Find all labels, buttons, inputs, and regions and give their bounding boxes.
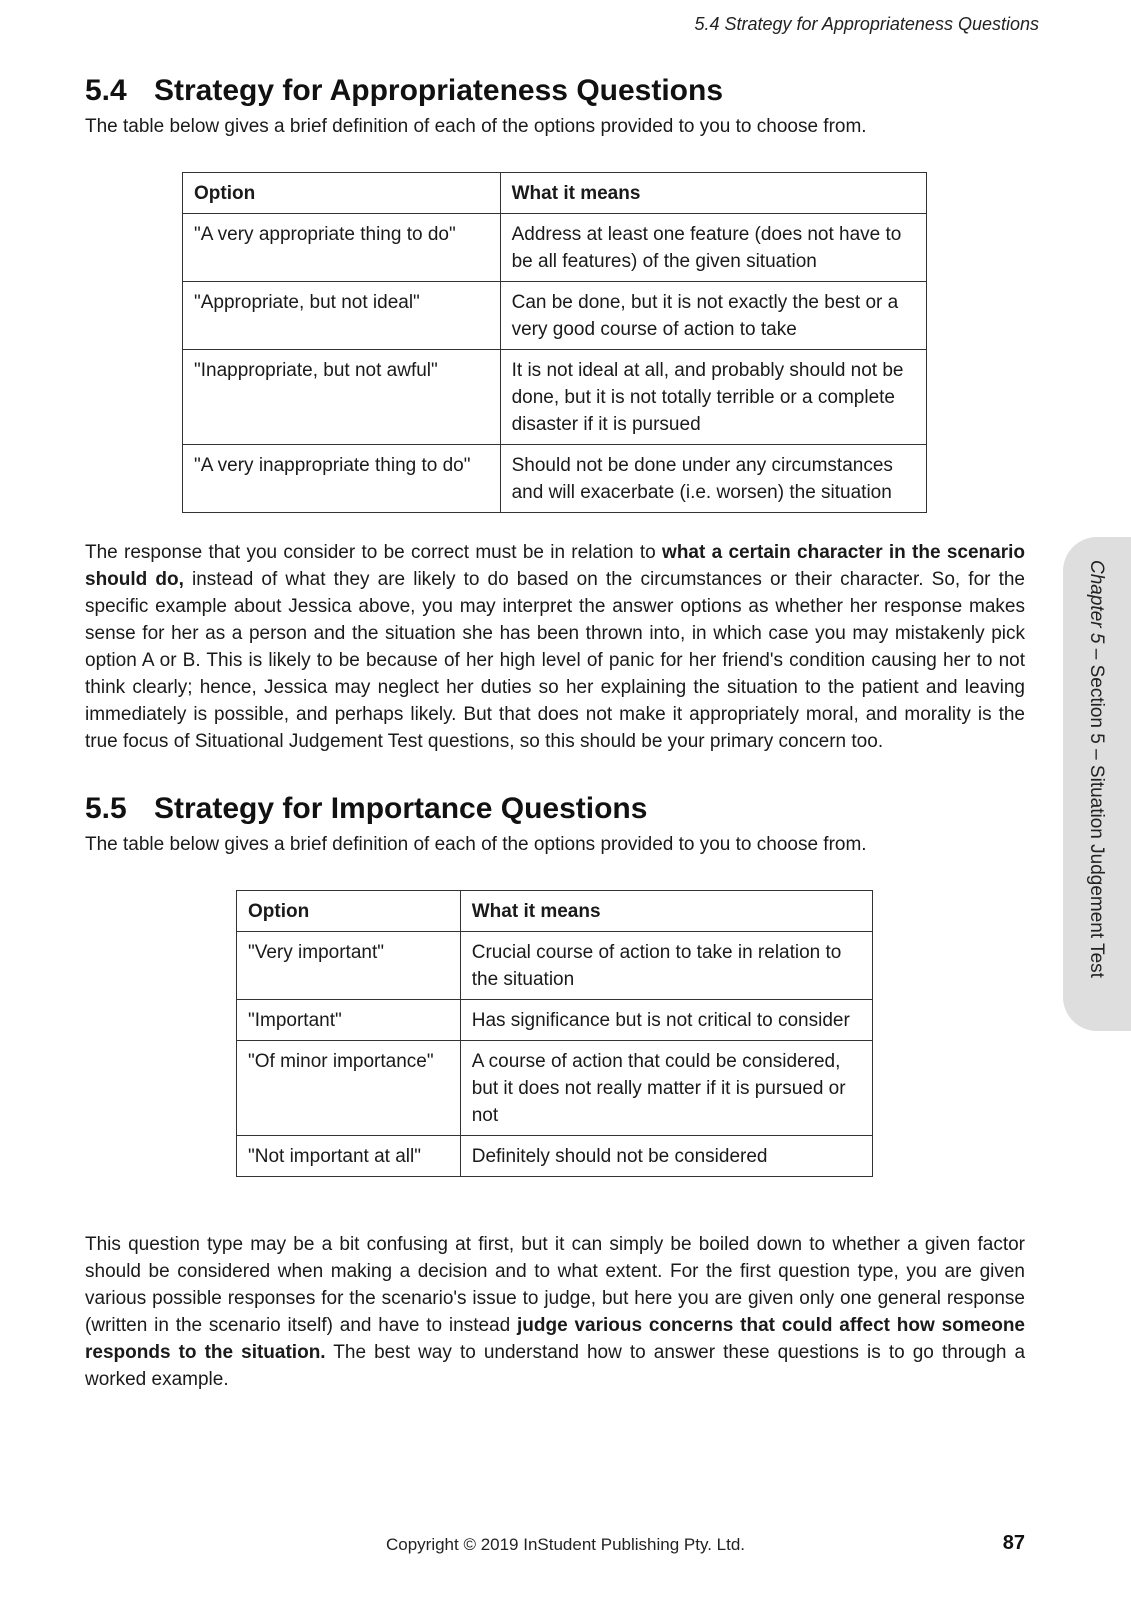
meaning-cell: Has significance but is not critical to consider (460, 1000, 872, 1041)
body-paragraph (85, 539, 1025, 755)
meaning-cell: Should not be done under any circumstances and will exacerbate (i.e. worsen) the situation (500, 445, 926, 513)
meaning-cell: Address at least one feature (does not have to be all features) of the given situation (500, 214, 926, 282)
section-intro: The table below gives a brief definition of each of the options provided to you to choose from. (85, 116, 867, 137)
meaning-cell: Can be done, but it is not exactly the best or a very good course of action to take (500, 282, 926, 350)
table-header-cell: Option (183, 173, 501, 214)
paragraph-text: instead of what they are likely to do based on the circumstances or their character. So, for the specific example about Jessica above, you may interpret the answer options as whether her response makes sense for her as a person and the situation she has been thrown into, in which case you may mistakenly pick option A or B. This is likely to be because of her high level of panic for her friend's condition causing her to not think clearly; hence, Jessica may neglect her duties so her explaining the situation to the patient and leaving immediately is possible, and perhaps likely. But that does not make it appropriately moral, and morality is the true focus of Situational Judgement Test questions, so this should be your primary concern too. (85, 569, 1025, 752)
table-row (237, 1000, 873, 1041)
page-number: 87 (1002, 1532, 1025, 1554)
meaning-cell: Definitely should not be considered (460, 1136, 872, 1177)
table-row (183, 282, 927, 350)
appropriateness-table (182, 172, 927, 513)
option-cell: "Not important at all" (237, 1136, 461, 1177)
meaning-cell: A course of action that could be considered, but it does not really matter if it is pursued or not (460, 1041, 872, 1136)
meaning-cell: Crucial course of action to take in relation to the situation (460, 932, 872, 1000)
section-number: 5.5 (85, 792, 127, 825)
running-head: 5.4 Strategy for Appropriateness Questions (694, 14, 1039, 34)
table-header-row (183, 173, 927, 214)
section-title: Strategy for Importance Questions (154, 792, 648, 825)
section-number: 5.4 (85, 74, 127, 107)
table-row (183, 350, 927, 445)
table-row (237, 932, 873, 1000)
section-heading (85, 791, 1048, 827)
option-cell: "A very inappropriate thing to do" (183, 445, 501, 513)
option-cell: "A very appropriate thing to do" (183, 214, 501, 282)
paragraph-text: This question type may be a bit confusing at first, but it can simply be boiled down to whether a given factor should be considered when making a decision and to what extent. For the first question type, you are given various possible responses for the scenario's issue to judge, but here you are given only one general response (written in the scenario itself) and have to instead (85, 1234, 1025, 1336)
table-row (237, 1041, 873, 1136)
paragraph-emphasis: judge various concerns that could affect how someone responds to the situation. (85, 1315, 1025, 1363)
section-label: – Section 5 – Situation Judgement Test (1086, 643, 1107, 978)
body-paragraph (85, 1231, 1025, 1393)
section-intro: The table below gives a brief definition of each of the options provided to you to choose from. (85, 834, 867, 855)
chapter-label: Chapter 5 (1086, 560, 1107, 644)
section-title: Strategy for Appropriateness Questions (154, 74, 724, 107)
copyright-footer: Copyright © 2019 InStudent Publishing Pty. Ltd. (385, 1535, 746, 1554)
table-header-cell: Option (237, 891, 461, 932)
meaning-cell: It is not ideal at all, and probably should not be done, but it is not totally terrible or a complete disaster if it is pursued (500, 350, 926, 445)
option-cell: "Important" (237, 1000, 461, 1041)
importance-table (236, 890, 873, 1177)
option-cell: "Inappropriate, but not awful" (183, 350, 501, 445)
chapter-side-tab-label (1085, 560, 1107, 978)
table-header-cell: What it means (500, 173, 926, 214)
option-cell: "Very important" (237, 932, 461, 1000)
section-5-4 (85, 73, 1048, 140)
section-heading (85, 73, 1048, 109)
table-row (237, 1136, 873, 1177)
section-5-5 (85, 791, 1048, 858)
table-row (183, 445, 927, 513)
table-header-row (237, 891, 873, 932)
paragraph-emphasis: what a certain character in the scenario should do, (85, 542, 1025, 590)
option-cell: "Of minor importance" (237, 1041, 461, 1136)
paragraph-text: The best way to understand how to answer these questions is to go through a worked example. (85, 1342, 1026, 1390)
table-header-cell: What it means (460, 891, 872, 932)
table-row (183, 214, 927, 282)
option-cell: "Appropriate, but not ideal" (183, 282, 501, 350)
paragraph-text: The response that you consider to be correct must be in relation to (85, 542, 663, 563)
